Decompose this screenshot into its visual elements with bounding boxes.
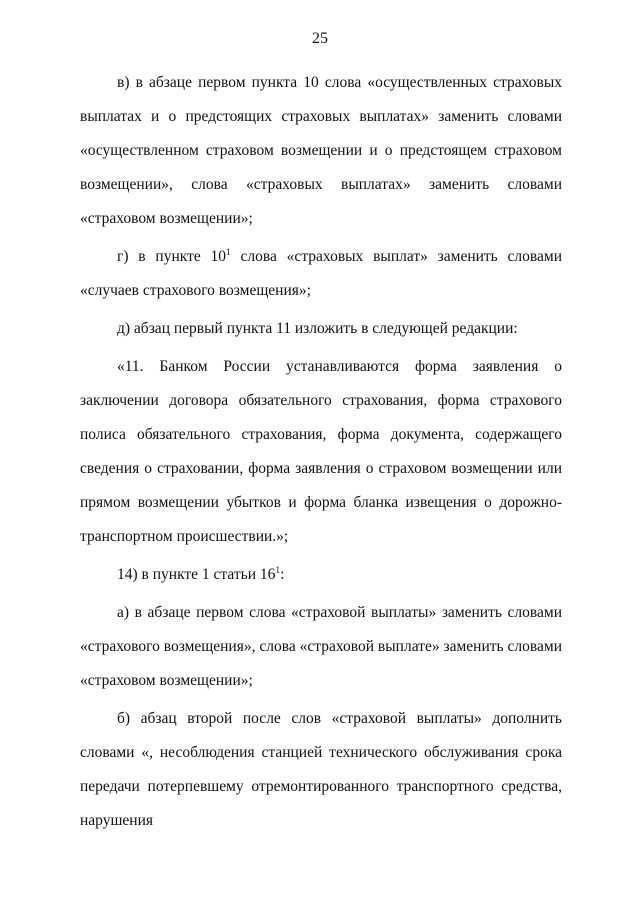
paragraph-quote-11: «11. Банком России устанавливаются форма заявления о заключении договора обязательного страхования, форма страхового полиса обязательного страхования, форма документа, содержащего сведения о страховании, форма заявления о страховом возмещении или прямом возмещении убытков и форма бланка извещения о дорожно-транспортном происшествии.»;	[80, 358, 562, 545]
page-number: 25	[312, 30, 328, 47]
paragraph-a: а) в абзаце первом слова «страховой выплаты» заменить словами «страхового возмещения», слова «страховой выплате» заменить словами «страховом возмещении»;	[80, 604, 562, 689]
paragraph-d: д) абзац первый пункта 11 изложить в следующей редакции:	[117, 320, 518, 337]
paragraph-g-text-start: г) в пункте 10	[117, 248, 227, 265]
paragraph-g-text-end: слова «страховых выплат» заменить словами «случаев страхового возмещения»;	[80, 248, 562, 299]
paragraph-item-14-superscript: 1	[275, 565, 281, 576]
paragraph-v: в) в абзаце первом пункта 10 слова «осуществленных страховых выплатах и о предстоящих страховых выплатах» заменить словами «осуществленном страховом возмещении и о предстоящем страховом возмещении», слова «страховых выплатах» заменить словами «страховом возмещении»;	[80, 74, 562, 227]
paragraph-b: б) абзац второй после слов «страховой выплаты» дополнить словами «, несоблюдения станцией технического обслуживания срока передачи потерпевшему отремонтированного транспортного средства, нарушения	[80, 710, 562, 829]
document-body	[80, 66, 562, 838]
paragraph-item-14-text-start: 14) в пункте 1 статьи 16	[117, 566, 276, 583]
paragraph-item-14-text-end: :	[280, 566, 285, 583]
paragraph-g-superscript: 1	[226, 247, 231, 258]
paragraph-item-14	[80, 558, 562, 592]
paragraph-g	[80, 240, 562, 308]
